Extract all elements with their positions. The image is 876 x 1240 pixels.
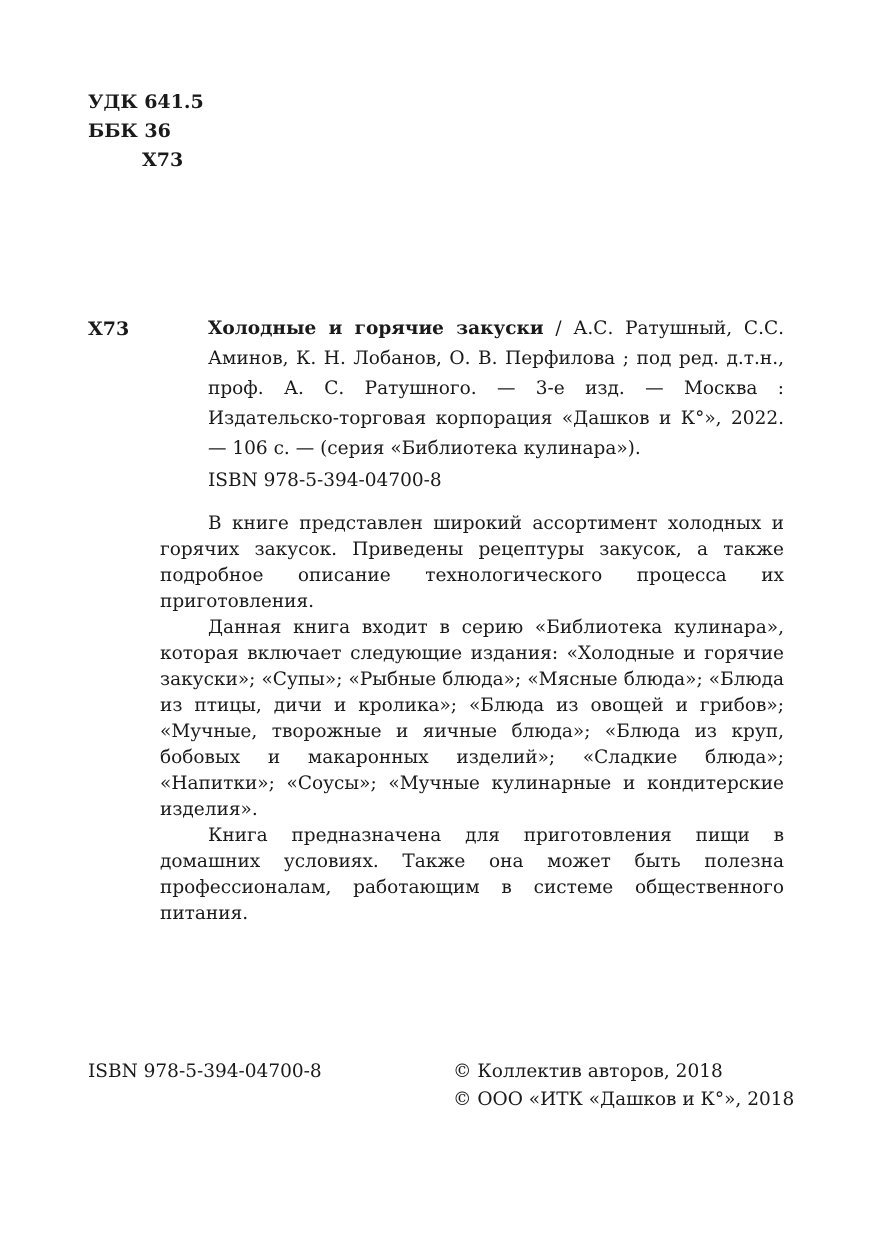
copyright-authors: © Коллектив авторов, 2018	[453, 1061, 723, 1082]
abstract-paragraph: Данная книга входит в серию «Библиотека кулинара», которая включает следующие издания: «Холодные и горячие закуски»; «Супы»; «Рыбные блюда»; «Мясные блюда»; «Блюда из птицы, дичи и кролика»; «Блюда из овощей и грибов»; «Мучные, творожные и яичные блюда»; «Блюда из круп, бобовых и макаронных изделий»; «Сладкие блюда»; «Напитки»; «Соусы»; «Мучные кулинарные и кондитерские изделия».	[160, 617, 784, 820]
author-mark: Х73	[142, 149, 184, 171]
classification-block	[88, 88, 204, 175]
bibliographic-details: / А.С. Ратушный, С.С. Аминов, К. Н. Лобанов, О. В. Перфилова ; под ред. д.т.н., проф. А. С. Ратушного. — 3-е изд. — Москва : Издательско-торговая корпорация «Дашков и К°», 2022. — 106 с. — (серия «Библиотека кулинара»).	[208, 318, 784, 459]
bbk-code: ББК 36	[88, 120, 171, 142]
bibliographic-entry	[88, 314, 784, 464]
copyright-block	[453, 1058, 794, 1114]
entry-author-mark: Х73	[88, 318, 130, 340]
book-title: Холодные и горячие закуски	[208, 318, 544, 339]
abstract-paragraph: В книге представлен широкий ассортимент холодных и горячих закусок. Приведены рецептуры закусок, а также подробное описание технологического процесса их приготовления.	[160, 513, 784, 612]
entry-description	[208, 314, 784, 464]
footer-isbn: ISBN 978-5-394-04700-8	[88, 1061, 322, 1082]
copyright-publisher: © ООО «ИТК «Дашков и К°», 2018	[453, 1089, 795, 1110]
udk-code: УДК 641.5	[88, 91, 204, 113]
abstract	[160, 511, 784, 927]
isbn: ISBN 978-5-394-04700-8	[208, 470, 442, 491]
abstract-paragraph: Книга предназначена для приготовления пищи в домашних условиях. Также она может быть полезна профессионалам, работающим в системе общественного питания.	[160, 825, 784, 924]
